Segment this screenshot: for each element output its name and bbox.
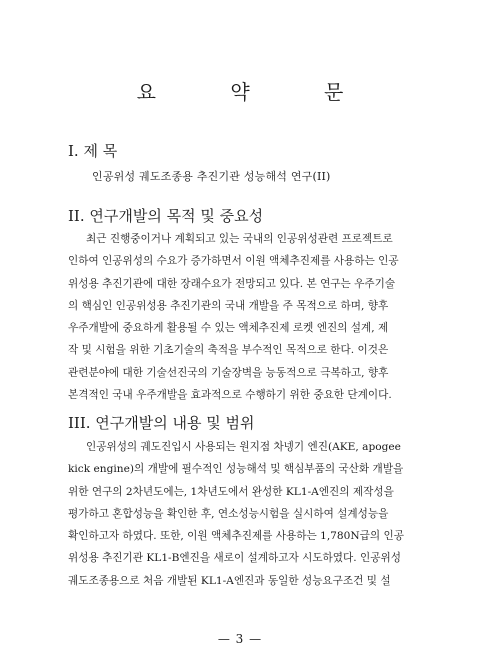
section-heading-purpose: II. 연구개발의 목적 및 중요성	[68, 207, 264, 225]
section-heading-subject: I. 제 목	[68, 142, 118, 160]
page-title: 요 약 문	[136, 80, 378, 104]
paragraph-line: 작 및 시험을 위한 기초기술의 축적을 부수적인 목적으로 한다. 이것은	[68, 344, 389, 357]
paragraph-line: 인공위성의 궤도진입시 사용되는 원지점 차넹기 엔진(AKE, apogee	[86, 441, 401, 453]
purpose-paragraph	[68, 228, 420, 406]
paragraph-line: 위한 연구의 2차년도에는, 1차년도에서 완성한 KL1-A엔진의 제작성을	[68, 485, 394, 498]
paragraph-line: 확인하고자 하였다. 또한, 이원 액체추진제를 사용하는 1,780N급의 인공	[68, 530, 404, 543]
paragraph-line: 평가하고 혼합성능을 확인한 후, 연소성능시험을 실시하여 설계성능을	[68, 507, 389, 520]
paragraph-line: 의 핵심인 인공위성용 추진기관의 국내 개발을 주 목적으로 하며, 향후	[68, 299, 389, 312]
paragraph-line: kick engine)의 개발에 필수적인 성능해석 및 핵심부품의 국산화 개발을	[68, 463, 404, 476]
paragraph-line: 최근 진행중이거나 계획되고 있는 국내의 인공위성관련 프로젝트로	[86, 233, 393, 245]
paragraph-line: 위성용 추진기관에 대한 장래수요가 전망되고 있다. 본 연구는 우주기술	[68, 277, 396, 290]
paragraph-line: 인하여 인공위성의 수요가 증가하면서 이원 액체추진제를 사용하는 인공	[68, 255, 399, 268]
paragraph-line: 관련분야에 대한 기술선진국의 기술장벽을 능동적으로 극복하고, 향후	[68, 366, 389, 379]
scope-paragraph	[68, 436, 420, 592]
section-heading-scope: III. 연구개발의 내용 및 범위	[68, 414, 255, 432]
paragraph-line: 우주개발에 중요하게 활용될 수 있는 액체추진제 로켓 엔진의 설계, 제	[68, 322, 389, 335]
paragraph-line: 위성용 추진기관 KL1-B엔진을 새로이 설계하고자 시도하였다. 인공위성	[68, 552, 401, 565]
page-number: — 3 —	[217, 632, 263, 646]
paragraph-line: 궤도조종용으로 처음 개발된 KL1-A엔진과 동일한 성능요구조건 및 설	[68, 574, 391, 587]
paragraph-line: 본격적인 국내 우주개발을 효과적으로 수행하기 위한 중요한 단계이다.	[68, 389, 392, 402]
subject-text: 인공위성 궤도조종용 추진기관 성능해석 연구(II)	[92, 170, 331, 183]
